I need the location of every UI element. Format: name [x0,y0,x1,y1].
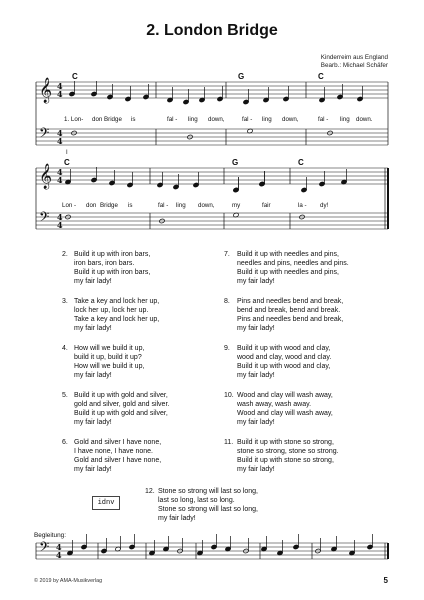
verse-line: my fair lady! [237,371,275,379]
lyric-syllable: down, [282,116,299,123]
lyric-syllable: ling [340,116,350,123]
verse-line: Take a key and lock her up, [74,315,160,323]
verse-line: Build it up with needles and pins, [237,268,339,276]
verse-line: Build it up with iron bars, [74,268,151,276]
lyric-syllable: ling [176,202,186,209]
verse-number: 9. [224,345,230,352]
verse-line: wood and clay, wood and clay. [237,353,332,361]
time-signature: 4 [57,136,63,146]
verse-line: stone so strong, stone so strong. [237,447,339,455]
lyric-syllable: Lon - [62,202,77,209]
verse-line: wash away, wash away. [237,400,312,408]
verse-line: Wood and clay will wash away, [237,392,333,399]
bass-clef-icon: 𝄢 [39,125,50,144]
page-title: 2. London Bridge [146,22,278,39]
treble-clef-icon: 𝄞 [39,78,53,103]
time-signature: 4 [57,128,63,138]
verse-number: 5. [62,392,68,399]
time-signature: 4 [57,220,63,230]
verse-line: build it up, build it up? [74,353,142,361]
verse-line: Wood and clay will wash away, [237,409,333,417]
verse-line: bend and break, bend and break. [237,306,341,314]
verse-number: 12. [145,488,155,495]
time-signature: 4 [57,175,63,185]
lyric-syllable: Bridge [100,202,118,209]
verse-line: Build it up with wood and clay, [237,362,331,370]
chord-symbol: G [232,158,239,167]
chord-symbol: G [238,72,245,81]
verse-line: gold and silver, gold and silver. [74,400,170,408]
verse-line: Build it up with wood and clay, [237,345,331,352]
verse-line: Build it up with stone so strong, [237,439,334,446]
lyric-syllable: fal - [167,116,178,123]
verse-line: Gold and silver I have none, [74,456,162,464]
verse-line: Stone so strong will last so long, [158,488,258,495]
chord-symbol: C [298,158,304,167]
verse-line: Pins and needles bend and break, [237,298,344,305]
time-signature: 4 [56,542,62,552]
accompaniment-label: Begleitung: [34,532,66,539]
bass-system-number: I [66,150,68,156]
verse-line: How will we build it up, [74,345,145,352]
lyric-syllable: fal - [158,202,169,209]
verse-number: 3. [62,298,68,305]
lyric-syllable: Bridge [104,116,122,123]
verse-line: my fair lady! [74,371,112,379]
chord-symbol: C [318,72,324,81]
credit-source: Kinderreim aus England [320,54,388,61]
verse-line: Build it up with gold and silver, [74,409,168,417]
lyric-syllable: is [128,202,133,209]
verse-line: How will we build it up, [74,362,145,370]
treble-clef-icon: 𝄞 [39,164,53,189]
verse-line: my fair lady! [74,277,112,285]
lyric-syllable: my [232,202,241,209]
verse-line: Build it up with stone so strong, [237,456,334,464]
verse-number: 11. [224,439,234,446]
verse-line: my fair lady! [158,514,196,522]
verse-line: my fair lady! [74,465,112,473]
credit-arranger: Bearb.: Michael Schäfer [320,62,388,69]
verse-line: my fair lady! [237,277,275,285]
verse-line: needles and pins, needles and pins. [237,259,349,267]
verse-line: my fair lady! [237,324,275,332]
verse-number: 10. [224,392,234,399]
verse-line: Pins and needles bend and break, [237,315,344,323]
lyric-syllable: down, [198,202,215,209]
lyric-syllable: is [131,116,136,123]
verse-line: Build it up with iron bars, [74,251,151,258]
verse-line: Build it up with gold and silver, [74,392,168,399]
verse-line: last so long, last so long. [158,496,235,504]
lyric-syllable: ling [262,116,272,123]
time-signature: 4 [57,81,63,91]
chord-symbol: C [72,72,78,81]
time-signature: 4 [57,89,63,99]
lyric-syllable: ling [188,116,198,123]
verse-number: 4. [62,345,68,352]
bass-clef-icon: 𝄢 [39,209,50,228]
lyric-syllable: don [86,202,97,209]
verse-line: Build it up with needles and pins, [237,251,339,258]
verse-line: I have none, I have none. [74,447,154,455]
verse-line: my fair lady! [74,418,112,426]
verse-line: Take a key and lock her up, [74,298,160,305]
verse-line: my fair lady! [237,465,275,473]
verse-line: lock her up, lock her up. [74,306,149,314]
verse-number: 2. [62,251,68,258]
lyric-syllable: don [92,116,103,123]
bass-clef-icon: 𝄢 [39,539,50,558]
publisher-stamp: idnv [92,496,120,510]
lyric-syllable: fair [262,202,271,209]
lyric-syllable: la - [298,202,307,209]
lyric-syllable: dy! [320,202,329,209]
verse-line: my fair lady! [237,418,275,426]
lyric-syllable: fal - [242,116,253,123]
time-signature: 4 [57,167,63,177]
lyric-syllable: down, [208,116,225,123]
copyright-notice: © 2019 by AMA-Musikverlag [34,578,103,584]
time-signature: 4 [57,212,63,222]
lyric-syllable: 1. Lon- [64,116,84,123]
verse-number: 7. [224,251,230,258]
verse-line: iron bars, iron bars. [74,259,135,267]
verse-number: 6. [62,439,68,446]
verse-line: Stone so strong will last so long, [158,505,258,513]
lyric-syllable: down. [356,116,373,123]
lyric-syllable: fal - [318,116,329,123]
verse-line: my fair lady! [74,324,112,332]
verse-line: Gold and silver I have none, [74,439,162,446]
chord-symbol: C [64,158,70,167]
page-number: 5 [383,576,388,585]
verse-number: 8. [224,298,230,305]
time-signature: 4 [56,550,62,560]
